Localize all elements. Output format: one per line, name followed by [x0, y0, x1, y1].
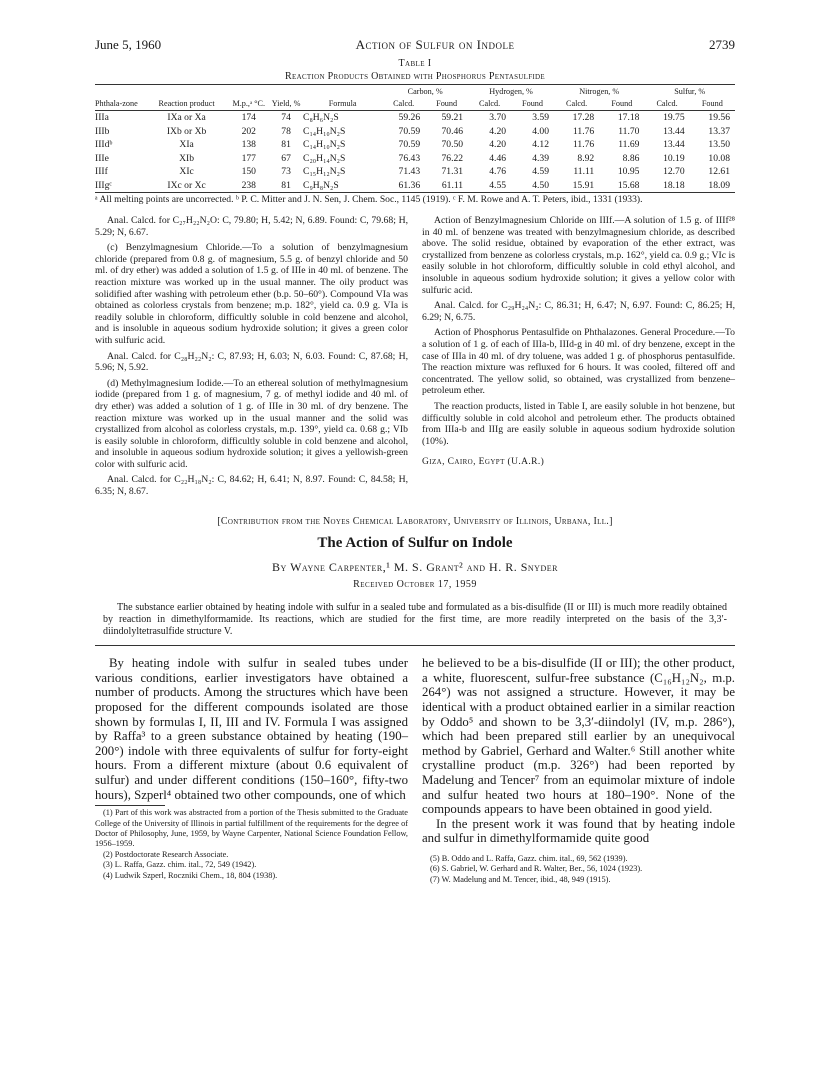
- col-s-calcd: Calcd.: [644, 98, 689, 111]
- cell-cmpd: IIIb: [95, 125, 110, 137]
- footnote: (3) L. Raffa, Gazz. chim. ital., 72, 549 (1942).: [103, 860, 257, 870]
- table-group-header-row: [95, 85, 735, 98]
- cell-mp: 150: [241, 166, 256, 177]
- col-c-calcd: Calcd.: [382, 98, 425, 111]
- cell-s-found: 18.09: [690, 179, 735, 193]
- body-left-column: [95, 656, 408, 885]
- body-paragraph: By heating indole with sulfur in sealed tubes under various conditions, earlier investigators have obtained a number of products. Among the structures which have been proposed for the different compounds isolated are those shown by formulas I, II, III and IV. Formula I was assigned by Raffa³ to a green substance obtained by heating (190–200°) indole with three equivalents of sulfur for forty-eight hours. From a different mixture (about 0.6 equivalent of sulfur) and under different conditions (150–160°, fifty-two hours), Szperl⁴ obtained two other compounds, one of which: [95, 656, 408, 802]
- table-body: [95, 111, 735, 193]
- table-header-row: [95, 98, 735, 111]
- col-phthalazone: Phthala-zone: [95, 98, 145, 111]
- left-paragraph: Anal. Calcd. for C₂₇H₂₂N₂O: C, 79.80; H, 5.42; N, 6.89. Found: C, 79.68; H, 5.29; N, 6.67.: [95, 215, 408, 238]
- cell-mp: 238: [228, 179, 269, 193]
- left-paragraph: Anal. Calcd. for C₂₂H₁₈N₂: C, 84.62; H, 6.41; N, 8.97. Found: C, 84.58; H, 6.35; N, 8.67.: [95, 474, 408, 498]
- cell-s-calc: 13.44: [663, 125, 685, 137]
- cell-cmpd: IIIdᵇ: [95, 139, 113, 150]
- cell-c-calc: 76.43: [398, 152, 421, 164]
- footnote-rule: [95, 805, 165, 806]
- cell-h-found: 4.00: [532, 125, 549, 137]
- cell-product: IXb or Xb: [166, 125, 207, 137]
- article-body: [95, 656, 735, 885]
- cell-s-found: 13.37: [708, 125, 730, 137]
- journal-page: [95, 36, 735, 885]
- cell-mp: 138: [241, 139, 256, 150]
- right-paragraph: Action of Phosphorus Pentasulfide on Phthalazones. General Procedure.—To a solution of 1 g. of each of IIIa-b, IIId-g in 40 ml. of dry benzene, except in the case of IIIa in 40 ml. of dry toluene, was added 1 g. of phosphorus pentasulfide. The reaction mixture was refluxed for 6 hours. It was cooled, filtered off and concentrated. The yellow solid, so obtained, was crystallized from benzene–petroleum ether.: [422, 327, 735, 397]
- cell-mp: 177: [241, 152, 256, 164]
- table-label: Table I: [398, 58, 432, 69]
- right-paragraph: Action of Benzylmagnesium Chloride on IIIf.—A solution of 1.5 g. of IIIf²⁸ in 40 ml. of benzene was treated with benzylmagnesium chloride, as described above. The solid residue, obtained by evaporation of the ether extract, was crystallized from benzene as colorless crystals, m.p. 162°, yield ca. 0.9 g.; VIc is easily soluble in hot chloroform, difficultly soluble in cold ethyl alcohol, and insoluble in aqueous sodium hydroxide solution; it gives a yellow color with sulfuric acid.: [422, 215, 735, 296]
- group-sulfur: Sulfur, %: [674, 87, 706, 96]
- cell-n-found: 11.69: [618, 139, 640, 150]
- group-carbon: Carbon, %: [407, 87, 443, 96]
- table-footnotes: ᵃ All melting points are uncorrected. ᵇ P. C. Mitter and J. N. Sen, J. Chem. Soc., 1145 (1919). ᶜ F. M. Rowe and A. T. Peters, ibid., 1331 (1933).: [95, 194, 643, 205]
- table-row: [95, 138, 735, 152]
- cell-h-found: 4.39: [532, 152, 549, 164]
- footnote: (4) Ludwik Szperl, Roczniki Chem., 18, 804 (1938).: [103, 870, 278, 880]
- table-caption: Reaction Products Obtained with Phosphorus Pentasulfide: [285, 71, 545, 82]
- cell-c-found: 70.50: [441, 139, 464, 150]
- group-nitrogen: Nitrogen, %: [579, 87, 620, 96]
- cell-h-calc: 4.76: [489, 166, 507, 177]
- cell-c-found: 76.22: [441, 152, 464, 164]
- cell-h-calc: 4.20: [489, 139, 507, 150]
- cell-yield: 78: [281, 125, 291, 137]
- cell-h-found: 4.59: [532, 166, 549, 177]
- cell-n-found: 8.86: [622, 152, 640, 164]
- cell-s-found: 13.50: [708, 139, 730, 150]
- cell-formula: C₉H₈N₂S: [303, 179, 382, 193]
- left-paragraph: Anal. Calcd. for C₂₈H₂₂N₂: C, 87.93; H, 6.03; N, 6.03. Found: C, 87.68; H, 5.96; N, 5.92.: [95, 350, 408, 374]
- cell-n-calc: 8.92: [577, 152, 595, 164]
- footnotes-left: [95, 808, 408, 881]
- footnote: (5) B. Oddo and L. Raffa, Gazz. chim. ital., 69, 562 (1939).: [430, 853, 628, 863]
- cell-product: XIb: [179, 152, 195, 164]
- article-title: The Action of Sulfur on Indole: [317, 534, 513, 551]
- cell-s-found: 10.08: [708, 152, 730, 164]
- cell-mp: 174: [241, 112, 256, 123]
- cell-n-found: 11.70: [618, 125, 640, 137]
- reaction-products-table: [95, 85, 735, 193]
- right-paragraph: Anal. Calcd. for C₂₉H₂₄N₂: C, 86.31; H, 6.47; N, 6.97. Found: C, 86.25; H, 6.29; N, 6.75.: [422, 300, 735, 323]
- cell-h-calc: 4.55: [468, 179, 511, 193]
- cell-c-found: 61.11: [425, 179, 468, 193]
- footnote: (6) S. Gabriel, W. Gerhard and R. Walter, Ber., 56, 1024 (1923).: [430, 864, 643, 874]
- cell-product: XIa: [179, 139, 194, 150]
- col-yield: Yield, %: [269, 98, 303, 111]
- col-h-calcd: Calcd.: [468, 98, 511, 111]
- cell-n-calc: 17.28: [572, 112, 595, 123]
- body-right-column: [422, 656, 735, 885]
- received-date: Received October 17, 1959: [353, 578, 477, 590]
- experimental-continuation: [95, 215, 735, 502]
- cell-h-calc: 4.20: [489, 125, 507, 137]
- cell-n-found: 10.95: [617, 166, 640, 177]
- cell-c-calc: 70.59: [398, 125, 421, 137]
- cell-n-found: 17.18: [617, 112, 640, 123]
- cell-yield: 67: [281, 152, 291, 164]
- cell-formula: C₁₄H₁₀N₂S: [303, 125, 346, 137]
- cell-s-calc: 13.44: [663, 139, 685, 150]
- cell-n-calc: 11.76: [572, 139, 595, 150]
- cell-h-found: 4.50: [511, 179, 554, 193]
- header-page-number: 2739: [708, 37, 735, 52]
- article-abstract: The substance earlier obtained by heating indole with sulfur in a sealed tube and formulated as a bis-disulfide (II or III) is much more readily obtained by reaction in dimethylformamide. Its reactions, which are studied for the first time, are more readily interpreted on the basis of the 3,3′-diindolyltetrasulfide structure V.: [103, 601, 727, 638]
- cell-c-found: 71.31: [441, 166, 464, 177]
- cell-h-found: 3.59: [532, 112, 549, 123]
- col-h-found: Found: [511, 98, 554, 111]
- cell-c-found: 70.46: [441, 125, 464, 137]
- cell-h-calc: 3.70: [489, 112, 507, 123]
- col-n-found: Found: [599, 98, 644, 111]
- right-column: [422, 215, 735, 502]
- footnote: (7) W. Madelung and M. Tencer, ibid., 48, 949 (1915).: [430, 874, 611, 884]
- cell-c-found: 59.21: [441, 112, 464, 123]
- cell-s-calc: 18.18: [644, 179, 689, 193]
- cell-formula: C₂₀H₁₄N₂S: [303, 152, 346, 164]
- table-row: [95, 165, 735, 179]
- footnotes-right: [422, 854, 735, 885]
- left-paragraph: (d) Methylmagnesium Iodide.—To an ethereal solution of methylmagnesium iodide (prepared from 1 g. of magnesium, 7 g. of methyl iodide and 40 ml. of dry ether) was added a solution of 1 g. of IIIe in 30 ml. of dry benzene. The reaction mixture was worked up in the usual manner and the solid was crystallized from alcohol as colorless crystals, m.p. 139°, yield ca. 0.68 g.; VIb is easily soluble in chloroform, difficultly soluble in cold benzene and alcohol, and insoluble in aqueous sodium hydroxide solution; it gives a yellowish-green color with sulfuric acid.: [95, 377, 408, 470]
- body-paragraph: he believed to be a bis-disulfide (II or III); the other product, a white, fluorescent, sulfur-free substance (C₁₆H₁₂N₂, m.p. 264°) was not assigned a structure. However, it may be identical with a product obtained earlier in a similar reaction by Oddo⁵ and shown to be 3,3′-diindolyl (IV, m.p. 286°), which had been prepared still earlier by an unequivocal method by Gabriel, Gerhard and Walter.⁶ Still another white crystalline product (m.p. 326°) had been reported by Madelung and Tencer⁷ from an equimolar mixture of indole and sulfur heated two hours at 180–190°. None of the compounds appears to have been obtained in good yield.: [422, 656, 735, 817]
- cell-s-found: 12.61: [708, 166, 730, 177]
- cell-yield: 81: [269, 179, 303, 193]
- table-row: [95, 179, 735, 193]
- cell-yield: 81: [281, 139, 291, 150]
- left-paragraph: (c) Benzylmagnesium Chloride.—To a solution of benzylmagnesium chloride (prepared from 0.8 g. of magnesium, 5.5 g. of benzyl chloride and 50 ml. of dry ether) was added a solution of 1.5 g. of IIIe in 40 ml. of benzene. The reaction mixture was worked up in the usual manner. The oily product was solidified after washing with petroleum ether (b.p. 50–60°). Compound VIa was obtained as colorless crystals from benzene; m.p. 182°, yield ca. 0.9 g. VIa is readily soluble in chloroform, difficultly soluble in cold benzene and alcohol, and is insoluble in aqueous sodium hydroxide solution; it gives a green color with sulfuric acid.: [95, 242, 408, 346]
- cell-cmpd: IIIgᶜ: [95, 179, 145, 193]
- body-paragraph: In the present work it was found that by heating indole and sulfur in dimethylformamide quite good: [422, 816, 735, 846]
- cell-yield: 74: [281, 112, 291, 123]
- cell-s-calc: 19.75: [663, 112, 685, 123]
- left-column: [95, 215, 408, 502]
- cell-cmpd: IIIe: [95, 152, 109, 164]
- footnote: (2) Postdoctorate Research Associate.: [103, 849, 229, 859]
- header-date: June 5, 1960: [95, 37, 162, 52]
- table-row: [95, 152, 735, 166]
- cell-c-calc: 61.36: [382, 179, 425, 193]
- cell-n-found: 15.68: [599, 179, 644, 193]
- cell-c-calc: 59.26: [398, 112, 421, 123]
- col-product: Reaction product: [145, 98, 229, 111]
- header-running-title: Action of Sulfur on Indole: [355, 37, 515, 52]
- footnote: (1) Part of this work was abstracted from a portion of the Thesis submitted to the Graduate College of the University of Illinois in partial fulfillment of the requirements for the degree of Doctor of Philosophy, June, 1959, by Wayne Carpenter, National Science Foundation Fellow, 1956–1959.: [95, 808, 408, 849]
- cell-cmpd: IIIf: [95, 166, 108, 177]
- group-hydrogen: Hydrogen, %: [489, 87, 533, 96]
- cell-n-calc: 15.91: [554, 179, 599, 193]
- cell-h-calc: 4.46: [489, 152, 507, 164]
- col-mp: M.p.,ᵃ °C.: [228, 98, 269, 111]
- cell-c-calc: 70.59: [398, 139, 421, 150]
- cell-mp: 202: [241, 125, 256, 137]
- cell-product: IXc or Xc: [145, 179, 229, 193]
- cell-formula: C₈H₆N₂S: [303, 112, 339, 123]
- author-location: Giza, Cairo, Egypt (U.A.R.): [422, 457, 545, 468]
- cell-s-found: 19.56: [708, 112, 730, 123]
- contribution-line: [Contribution from the Noyes Chemical Laboratory, University of Illinois, Urbana, Ill.]: [217, 515, 613, 527]
- cell-yield: 73: [281, 166, 291, 177]
- cell-cmpd: IIIa: [95, 112, 109, 123]
- right-paragraph: The reaction products, listed in Table I, are easily soluble in hot benzene, but difficultly soluble in cold alcohol and petroleum ether. The products obtained from IIIa-b and IIIg are easily soluble in aqueous sodium hydroxide solution (10%).: [422, 400, 735, 447]
- abstract-rule: [95, 645, 735, 646]
- table-row: [95, 125, 735, 139]
- cell-c-calc: 71.43: [398, 166, 421, 177]
- col-formula: Formula: [303, 98, 382, 111]
- cell-s-calc: 12.70: [663, 166, 685, 177]
- cell-n-calc: 11.76: [572, 125, 595, 137]
- cell-h-found: 4.12: [532, 139, 549, 150]
- cell-s-calc: 10.19: [663, 152, 685, 164]
- col-s-found: Found: [690, 98, 735, 111]
- cell-n-calc: 11.11: [573, 166, 595, 177]
- cell-formula: C₁₅H₁₂N₂S: [303, 166, 346, 177]
- col-c-found: Found: [425, 98, 468, 111]
- running-header: [95, 36, 735, 54]
- table-row: [95, 111, 735, 125]
- cell-formula: C₁₄H₁₀N₂S: [303, 139, 346, 150]
- col-n-calcd: Calcd.: [554, 98, 599, 111]
- cell-product: XIc: [179, 166, 194, 177]
- cell-product: IXa or Xa: [167, 112, 206, 123]
- article-authors: By Wayne Carpenter,¹ M. S. Grant² and H. R. Snyder: [272, 559, 558, 574]
